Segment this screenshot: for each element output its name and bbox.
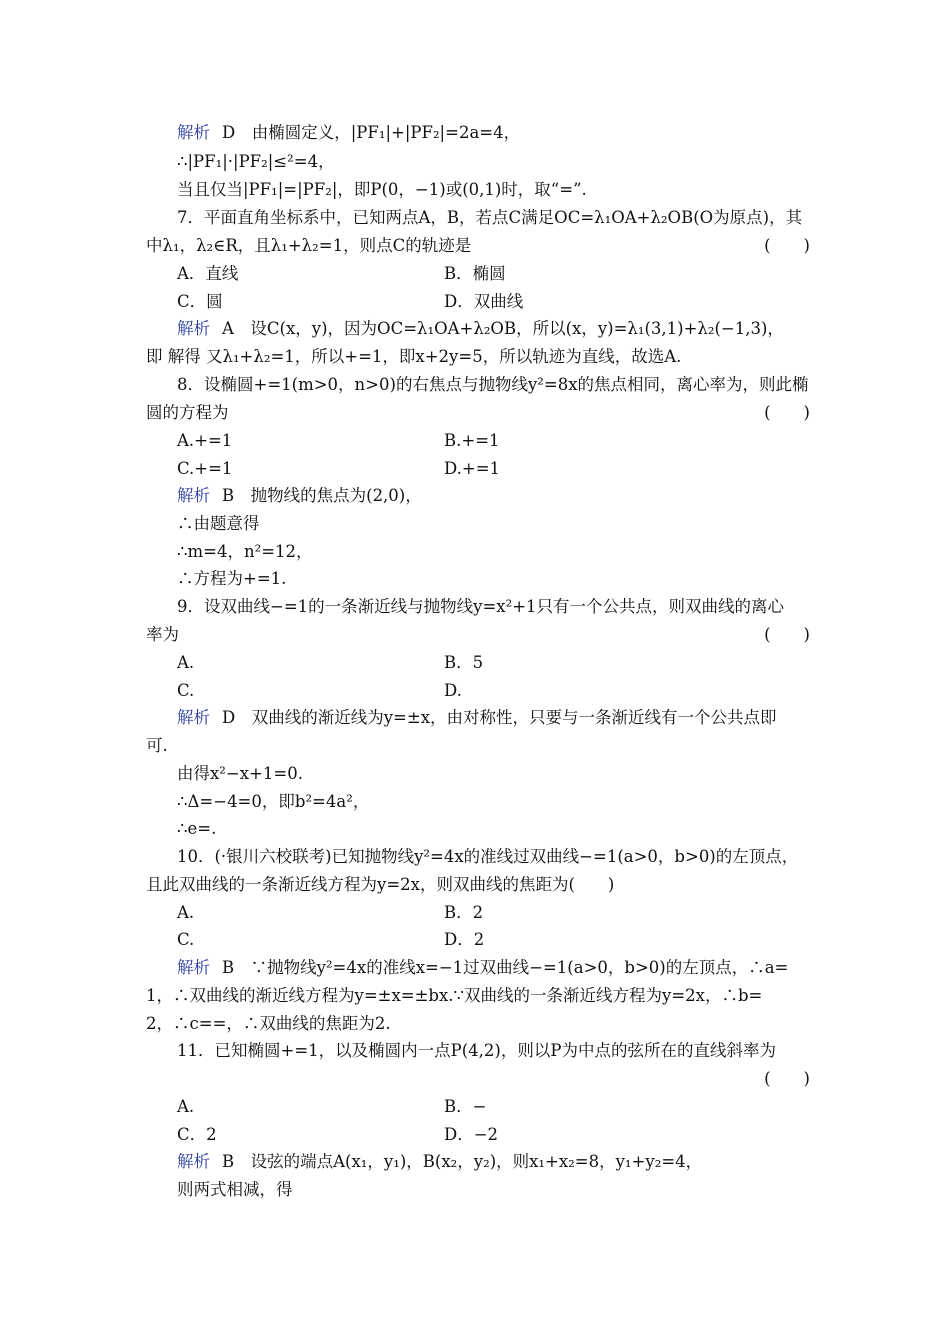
answer-6-line-2: ∴|PF₁|·|PF₂|≤²=4， — [177, 152, 335, 171]
answer-paren: ( ) — [764, 403, 810, 422]
option-b: B．5 — [444, 653, 484, 672]
question-text: 率为 — [146, 625, 179, 644]
answer-text: A 设C(x，y)，因为OC=λ₁OA+λ₂OB，所以(x，y)=λ₁(3,1)+λ₂(−1,3)， — [222, 319, 784, 338]
option-c: C. — [177, 681, 195, 700]
option-a: A．直线 — [177, 264, 239, 283]
option-b: B．− — [444, 1097, 487, 1116]
option-c: C.+=1 — [177, 459, 233, 478]
question-10-line-2: 且此双曲线的一条渐近线方程为y=2x，则双曲线的焦距为( ) — [146, 875, 615, 894]
answer-9-line-3: 由得x²−x+1=0. — [177, 764, 303, 783]
option-b: B．2 — [444, 903, 484, 922]
answer-6-line-3: 当且仅当|PF₁|=|PF₂|，即P(0，−1)或(0,1)时，取“=”. — [177, 180, 587, 199]
answer-11-line-1 — [177, 1150, 841, 1174]
option-c: C．2 — [177, 1125, 217, 1144]
answer-text: B 抛物线的焦点为(2,0)， — [222, 486, 422, 505]
answer-10-line-2: 1，∴双曲线的渐近线方程为y=±x=±bx.∵双曲线的一条渐近线方程为y=2x，∴b= — [146, 986, 763, 1005]
answer-10-line-1 — [177, 956, 841, 980]
answer-paren: ( ) — [764, 236, 810, 255]
answer-8-line-1 — [177, 484, 841, 508]
answer-paren: ( ) — [764, 1069, 810, 1088]
option-d: D．−2 — [444, 1125, 499, 1144]
analysis-label: 解析 — [177, 319, 210, 338]
option-a: A. — [177, 653, 195, 672]
option-a: A.+=1 — [177, 431, 233, 450]
answer-7-line-1 — [177, 317, 841, 341]
question-7-line-1: 7．平面直角坐标系中，已知两点A，B，若点C满足OC=λ₁OA+λ₂OB(O为原点)，其 — [177, 208, 803, 227]
question-8-line-2 — [146, 401, 810, 425]
analysis-label: 解析 — [177, 486, 210, 505]
option-d: D. — [444, 681, 462, 700]
option-d: D．双曲线 — [444, 292, 524, 311]
question-8-line-1: 8．设椭圆+=1(m>0，n>0)的右焦点与抛物线y²=8x的焦点相同，离心率为，则此椭 — [177, 375, 809, 394]
analysis-label: 解析 — [177, 1152, 210, 1171]
question-9-line-1: 9．设双曲线−=1的一条渐近线与抛物线y=x²+1只有一个公共点，则双曲线的离心 — [177, 597, 785, 616]
answer-8-line-3: ∴m=4，n²=12， — [177, 542, 313, 561]
answer-text: D 双曲线的渐近线为y=±x，由对称性，只要与一条渐近线有一个公共点即 — [222, 708, 777, 727]
question-7-line-2 — [146, 234, 810, 258]
option-d: D.+=1 — [444, 459, 501, 478]
option-d: D．2 — [444, 930, 485, 949]
option-b: B.+=1 — [444, 431, 500, 450]
answer-9-line-4: ∴Δ=−4=0，即b²=4a²， — [177, 792, 370, 811]
option-c: C．圆 — [177, 292, 223, 311]
question-text: 圆的方程为 — [146, 403, 229, 422]
answer-9-line-5: ∴e=. — [177, 819, 217, 838]
question-10-line-1: 10．(·银川六校联考)已知抛物线y²=4x的准线过双曲线−=1(a>0，b>0)的左顶点， — [177, 847, 799, 866]
answer-9-line-1 — [177, 706, 841, 730]
analysis-label: 解析 — [177, 958, 210, 977]
answer-8-line-4: ∴方程为+=1. — [177, 569, 287, 588]
answer-7-line-2: 即 解得 又λ₁+λ₂=1，所以+=1，即x+2y=5，所以轨迹为直线，故选A. — [146, 347, 682, 366]
answer-text: B ∵抛物线y²=4x的准线x=−1过双曲线−=1(a>0，b>0)的左顶点，∴a= — [222, 958, 789, 977]
answer-8-line-2: ∴由题意得 — [177, 514, 260, 533]
answer-text: D 由椭圆定义，|PF₁|+|PF₂|=2a=4， — [222, 123, 521, 142]
answer-11-line-2: 则两式相减，得 — [177, 1180, 293, 1199]
analysis-label: 解析 — [177, 708, 210, 727]
answer-6-line — [177, 121, 841, 145]
option-a: A. — [177, 1097, 195, 1116]
option-b: B．椭圆 — [444, 264, 506, 283]
option-c: C. — [177, 930, 195, 949]
question-11-line-1: 11．已知椭圆+=1，以及椭圆内一点P(4,2)，则以P为中点的弦所在的直线斜率为 — [177, 1041, 776, 1060]
question-9-line-2 — [146, 623, 810, 647]
question-text: 中λ₁，λ₂∈R，且λ₁+λ₂=1，则点C的轨迹是 — [146, 236, 472, 255]
answer-paren: ( ) — [764, 625, 810, 644]
option-a: A. — [177, 903, 195, 922]
analysis-label: 解析 — [177, 123, 210, 142]
answer-10-line-3: 2，∴c==，∴双曲线的焦距为2. — [146, 1014, 391, 1033]
answer-text: B 设弦的端点A(x₁，y₁)，B(x₂，y₂)，则x₁+x₂=8，y₁+y₂=4， — [222, 1152, 703, 1171]
answer-9-line-2: 可. — [146, 736, 168, 755]
